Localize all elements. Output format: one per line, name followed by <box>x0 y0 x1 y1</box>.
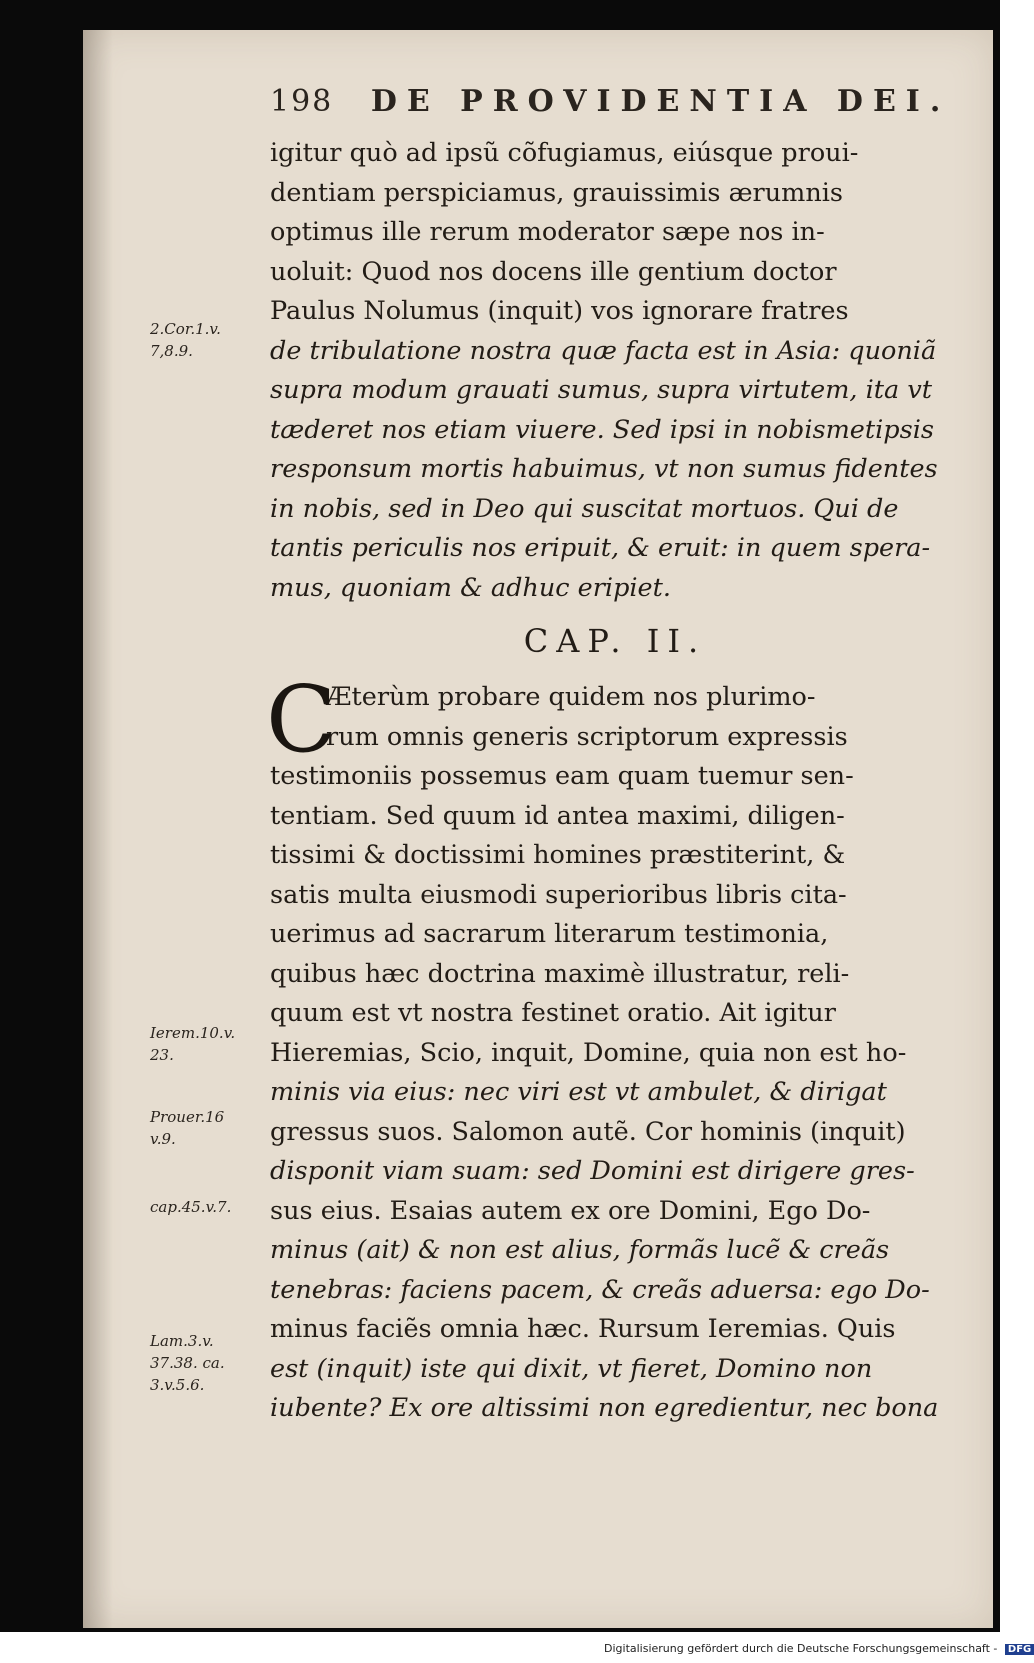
drop-cap: C <box>266 666 337 773</box>
text-line: uerimus ad sacrarum literarum testimonia, <box>270 919 829 949</box>
page-gutter-shadow <box>83 30 113 1628</box>
text-line: tissimi & doctissimi homines præstiterint, & <box>270 840 846 870</box>
text-line: quum est vt nostra festinet oratio. Ait igitur <box>270 998 836 1028</box>
digitization-credit <box>604 1642 1034 1655</box>
paragraph-2 <box>266 666 960 1429</box>
text-line: de tribulatione nostra quæ facta est in Asia: quoniã <box>270 335 937 366</box>
text-line: dentiam perspiciamus, grauissimis ærumnis <box>270 177 844 208</box>
text-line: minus (ait) & non est alius, formãs lucẽ & creãs <box>270 1235 890 1265</box>
paragraph-1 <box>270 134 960 608</box>
margin-note: 2.Cor.1.v. 7,8.9. <box>150 320 221 360</box>
text-line: mus, quoniam & adhuc eripiet. <box>270 572 671 603</box>
credit-text: Digitalisierung gefördert durch die Deutsche Forschungsgemeinschaft - <box>604 1642 998 1655</box>
text-line: minus faciẽs omnia hæc. Rursum Ieremias. Quis <box>270 1314 896 1344</box>
text-line: rum omnis generis scriptorum expressis <box>326 721 848 752</box>
running-header <box>270 84 960 119</box>
text-line: Hieremias, Scio, inquit, Domine, quia non est ho- <box>270 1037 907 1068</box>
chapter-heading: CAP. II. <box>523 622 707 660</box>
text-line: igitur quò ad ipsũ cõfugiamus, eiúsque proui- <box>270 138 859 168</box>
text-line: est (inquit) iste qui dixit, vt fieret, Domino non <box>270 1353 873 1384</box>
text-line: gressus suos. Salomon autẽ. Cor hominis (inquit) <box>270 1116 906 1147</box>
text-line: responsum mortis habuimus, vt non sumus fidentes <box>270 454 938 484</box>
text-line: Paulus Nolumus (inquit) vos ignorare fratres <box>270 296 849 326</box>
text-line: sus eius. Esaias autem ex ore Domini, Ego Do- <box>270 1195 871 1226</box>
text-line: optimus ille rerum moderator sæpe nos in- <box>270 217 825 247</box>
text-line: in nobis, sed in Deo qui suscitat mortuos. Qui de <box>270 493 899 524</box>
text-line: tæderet nos etiam viuere. Sed ipsi in nobismetipsis <box>270 414 934 445</box>
text-line: satis multa eiusmodi superioribus libris cita- <box>270 879 847 910</box>
page-number: 198 <box>270 84 334 119</box>
margin-note: Lam.3.v. 37.38. ca. 3.v.5.6. <box>150 1332 225 1394</box>
dfg-logo: DFG <box>1005 1644 1034 1655</box>
text-line: iubente? Ex ore altissimi non egredientur, nec bona <box>270 1393 939 1423</box>
margin-note: cap.45.v.7. <box>150 1198 232 1216</box>
text-line: Æterùm probare quidem nos plurimo- <box>326 682 816 712</box>
text-line: tentiam. Sed quum id antea maximi, diligen- <box>270 800 845 831</box>
text-line: uoluit: Quod nos docens ille gentium doctor <box>270 256 837 287</box>
text-line: quibus hæc doctrina maximè illustratur, reli- <box>270 958 850 989</box>
text-line: testimoniis possemus eam quam tuemur sen- <box>270 761 854 791</box>
text-line: tenebras: faciens pacem, & creãs aduersa: ego Do- <box>270 1274 930 1305</box>
text-line: disponit viam suam: sed Domini est dirigere gres- <box>270 1156 915 1186</box>
text-line: supra modum grauati sumus, supra virtutem, ita vt <box>270 375 933 405</box>
margin-note: Prouer.16 v.9. <box>150 1108 225 1148</box>
margin-note: Ierem.10.v. 23. <box>150 1024 236 1064</box>
running-head-title: DE PROVIDENTIA DEI. <box>370 84 951 119</box>
text-line: tantis periculis nos eripuit, & eruit: in quem spera- <box>270 533 931 563</box>
text-line: minis via eius: nec viri est vt ambulet, & dirigat <box>270 1077 887 1107</box>
